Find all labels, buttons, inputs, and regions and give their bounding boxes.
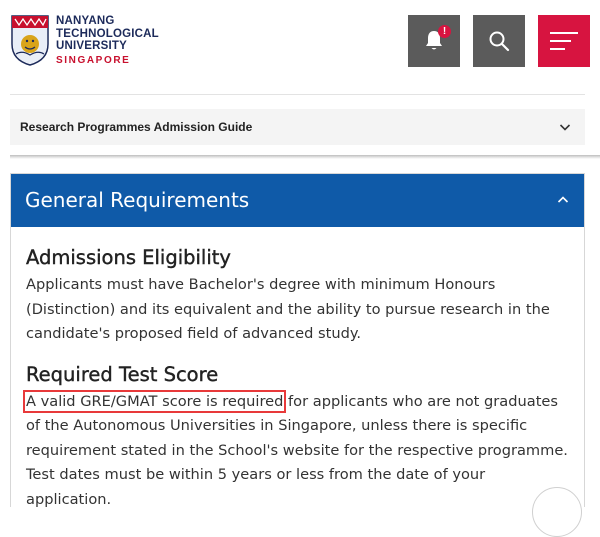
admission-guide-dropdown[interactable]	[10, 109, 585, 145]
logo-line-2: TECHNOLOGICAL	[56, 27, 159, 40]
test-score-heading: Required Test Score	[26, 362, 219, 386]
menu-button[interactable]	[538, 15, 590, 67]
header-divider	[10, 94, 585, 95]
general-requirements-panel	[10, 173, 585, 507]
requirements-content	[26, 246, 571, 507]
admission-guide-label: Research Programmes Admission Guide	[20, 120, 253, 134]
sticky-bar-shadow	[10, 155, 600, 159]
search-button[interactable]	[473, 15, 525, 67]
test-score-remainder: for applicants who are not graduates of the Autonomous Universities in Singapore, unless there is specific requirement stated in the School's website for the respective programme. Test dates must be within 5 years or less from the date of your application.	[26, 392, 568, 507]
general-requirements-header[interactable]	[10, 173, 585, 227]
section-title: General Requirements	[25, 188, 250, 212]
logo-wordmark	[56, 15, 159, 67]
eligibility-heading: Admissions Eligibility	[26, 246, 231, 269]
logo-subtitle: SINGAPORE	[56, 54, 131, 66]
chevron-down-icon	[559, 121, 571, 133]
notifications-button[interactable]	[408, 15, 460, 67]
ntu-crest-icon	[10, 14, 50, 66]
logo-line-1: NANYANG	[56, 15, 115, 27]
hamburger-icon	[549, 31, 579, 51]
scroll-to-top-button[interactable]	[532, 487, 582, 537]
site-header	[0, 0, 600, 80]
notification-badge: !	[438, 25, 451, 38]
chevron-up-icon	[557, 194, 569, 206]
logo-line-3: UNIVERSITY	[56, 40, 128, 52]
test-score-text	[26, 390, 571, 508]
ntu-logo[interactable]	[10, 14, 160, 68]
search-icon	[488, 30, 510, 52]
highlighted-requirement: A valid GRE/GMAT score is required	[26, 392, 284, 410]
eligibility-text: Applicants must have Bachelor's degree with minimum Honours (Distinction) and its equivalent and the ability to pursue research in the candidate's proposed field of advanced study.	[26, 276, 550, 342]
